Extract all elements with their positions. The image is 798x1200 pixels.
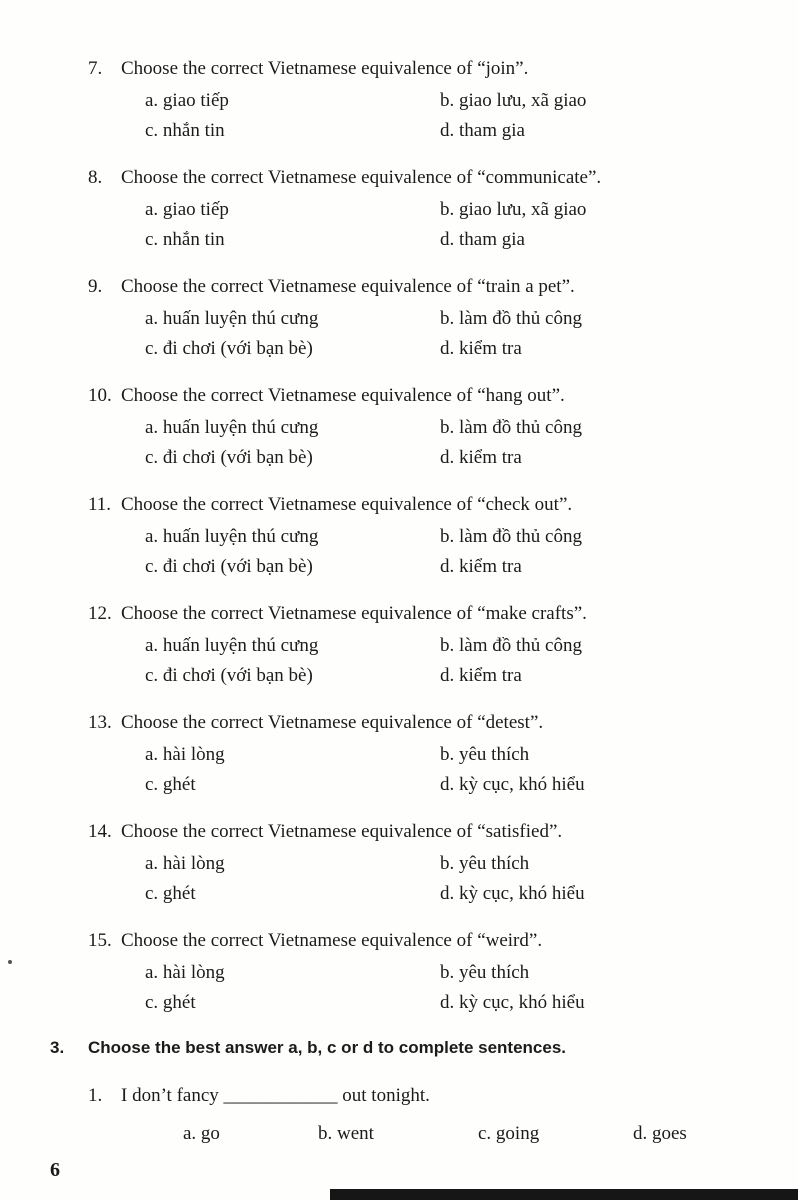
question-head [88, 165, 764, 191]
option-d: d. kỳ cục, khó hiểu [440, 774, 585, 795]
option-a: a. hài lòng [145, 744, 225, 765]
option-c: c. ghét [145, 992, 196, 1013]
question-item [88, 492, 764, 579]
option-b: b. went [318, 1123, 374, 1144]
option-d: d. kiểm tra [440, 338, 522, 359]
option-d: d. tham gia [440, 229, 525, 250]
question-item [88, 383, 764, 470]
option-d: d. kiểm tra [440, 665, 522, 686]
option-a: a. huấn luyện thú cưng [145, 308, 319, 329]
question-head [88, 601, 764, 627]
question-number: 14. [88, 821, 112, 842]
option-d: d. goes [633, 1123, 687, 1144]
question-head [88, 819, 764, 845]
question-item [88, 710, 764, 797]
option-b: b. giao lưu, xã giao [440, 90, 587, 111]
question-options [145, 197, 764, 252]
question-options [145, 306, 764, 361]
option-a: a. hài lòng [145, 853, 225, 874]
sub-question-options [183, 1121, 764, 1146]
question-prompt: Choose the correct Vietnamese equivalence of “train a pet”. [121, 276, 575, 297]
question-prompt: Choose the correct Vietnamese equivalence of “hang out”. [121, 385, 565, 406]
option-c: c. đi chơi (với bạn bè) [145, 447, 313, 468]
option-d: d. kiểm tra [440, 447, 522, 468]
option-b: b. làm đồ thủ công [440, 417, 582, 438]
section-number: 3. [50, 1038, 65, 1057]
question-number: 7. [88, 58, 103, 79]
question-prompt: Choose the correct Vietnamese equivalence of “make crafts”. [121, 603, 587, 624]
question-prompt: Choose the correct Vietnamese equivalence of “weird”. [121, 930, 543, 951]
page-number: 6 [50, 1159, 60, 1181]
question-head [88, 928, 764, 954]
option-d: d. tham gia [440, 120, 525, 141]
option-a: a. giao tiếp [145, 90, 229, 111]
fill-blank-question [88, 1083, 764, 1146]
option-a: a. hài lòng [145, 962, 225, 983]
option-c: c. đi chơi (với bạn bè) [145, 556, 313, 577]
sub-question-number: 1. [88, 1085, 103, 1106]
option-b: b. giao lưu, xã giao [440, 199, 587, 220]
option-c: c. nhắn tin [145, 120, 225, 141]
scan-speck [8, 960, 12, 964]
option-d: d. kỳ cục, khó hiểu [440, 992, 585, 1013]
option-d: d. kiểm tra [440, 556, 522, 577]
question-item [88, 928, 764, 1015]
question-options [145, 88, 764, 143]
question-options [145, 524, 764, 579]
question-number: 15. [88, 930, 112, 951]
option-c: c. ghét [145, 883, 196, 904]
question-item [88, 274, 764, 361]
page-content [50, 56, 764, 1146]
question-head [88, 56, 764, 82]
question-number: 12. [88, 603, 112, 624]
question-number: 9. [88, 276, 103, 297]
question-item [88, 601, 764, 688]
question-item [88, 165, 764, 252]
option-c: c. ghét [145, 774, 196, 795]
question-item [88, 819, 764, 906]
option-b: b. yêu thích [440, 962, 530, 983]
question-number: 13. [88, 712, 112, 733]
option-a: a. go [183, 1123, 220, 1144]
option-a: a. huấn luyện thú cưng [145, 417, 319, 438]
option-b: b. yêu thích [440, 853, 530, 874]
question-options [145, 633, 764, 688]
option-b: b. làm đồ thủ công [440, 526, 582, 547]
question-options [145, 415, 764, 470]
option-b: b. làm đồ thủ công [440, 635, 582, 656]
sub-question-text: I don’t fancy ____________ out tonight. [121, 1085, 430, 1106]
question-options [145, 851, 764, 906]
scan-artifact-bar [330, 1189, 798, 1200]
question-prompt: Choose the correct Vietnamese equivalence of “check out”. [121, 494, 573, 515]
question-options [145, 742, 764, 797]
question-prompt: Choose the correct Vietnamese equivalence of “satisfied”. [121, 821, 563, 842]
option-a: a. huấn luyện thú cưng [145, 635, 319, 656]
question-prompt: Choose the correct Vietnamese equivalence of “join”. [121, 58, 529, 79]
question-number: 10. [88, 385, 112, 406]
question-options [145, 960, 764, 1015]
question-head [88, 274, 764, 300]
option-c: c. nhắn tin [145, 229, 225, 250]
option-b: b. yêu thích [440, 744, 530, 765]
vocab-question-list [50, 56, 764, 1015]
option-a: a. giao tiếp [145, 199, 229, 220]
question-item [88, 56, 764, 143]
question-prompt: Choose the correct Vietnamese equivalence of “communicate”. [121, 167, 602, 188]
question-head [88, 710, 764, 736]
option-c: c. đi chơi (với bạn bè) [145, 338, 313, 359]
option-c: c. đi chơi (với bạn bè) [145, 665, 313, 686]
question-number: 11. [88, 494, 112, 515]
question-prompt: Choose the correct Vietnamese equivalence of “detest”. [121, 712, 544, 733]
question-head [88, 383, 764, 409]
option-a: a. huấn luyện thú cưng [145, 526, 319, 547]
section-title: Choose the best answer a, b, c or d to complete sentences. [88, 1038, 567, 1057]
question-number: 8. [88, 167, 103, 188]
option-d: d. kỳ cục, khó hiểu [440, 883, 585, 904]
section-heading [50, 1037, 764, 1059]
question-head [88, 492, 764, 518]
option-b: b. làm đồ thủ công [440, 308, 582, 329]
option-c: c. going [478, 1123, 540, 1144]
